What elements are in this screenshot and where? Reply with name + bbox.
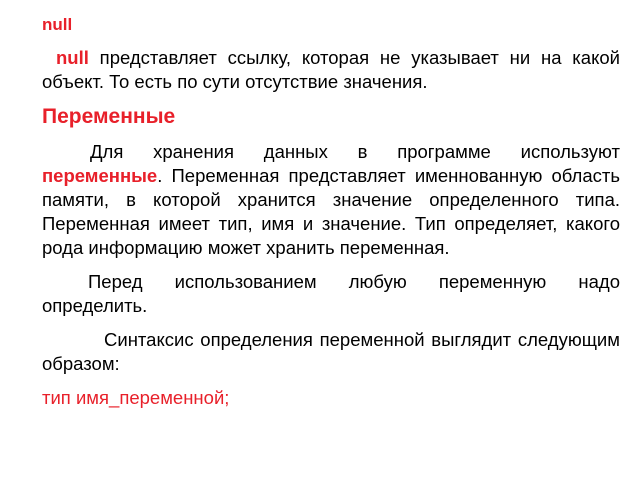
variables-heading: Переменные [42, 105, 176, 128]
variables-paragraph-3 [42, 328, 620, 376]
null-description: представляет ссылку, которая не указывает ни на какой объект. То есть по сути отсутствие значения. [42, 47, 620, 92]
variables-paragraph-2 [42, 270, 620, 318]
null-keyword: null [56, 47, 89, 68]
variables-para3: Синтаксис определения переменной выглядит следующим образом: [42, 329, 620, 374]
syntax-example: тип имя_переменной; [42, 387, 230, 408]
variables-paragraph-1 [42, 140, 620, 260]
null-paragraph [42, 46, 620, 94]
variables-para1-start: Для хранения данных в программе используют [90, 141, 620, 162]
null-heading: null [42, 15, 73, 34]
variables-keyword: переменные [42, 165, 158, 186]
variables-para1-end: . Переменная представляет именнованную область памяти, в которой хранится значение определенного типа. Переменная имеет тип, имя и значение. Тип определяет, какого рода информацию может хранить переменная. [42, 165, 620, 258]
variables-para2: Перед использованием любую переменную надо определить. [42, 271, 620, 316]
